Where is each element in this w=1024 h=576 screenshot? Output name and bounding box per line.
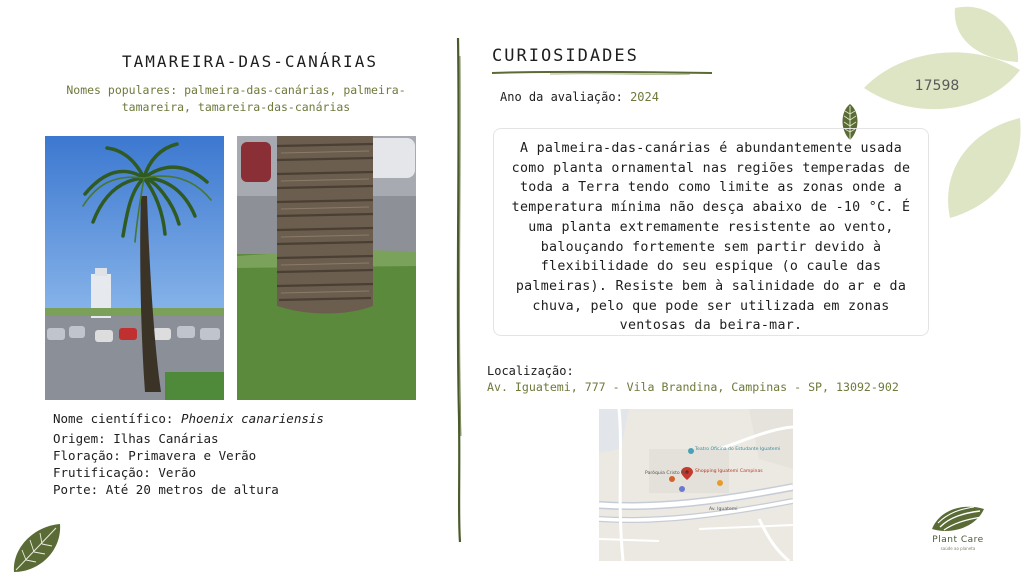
evaluation-year: [500, 90, 659, 104]
fruiting-value: Verão: [158, 465, 197, 480]
popular-names-label: Nomes populares:: [66, 83, 178, 97]
flowering-value: Primavera e Verão: [128, 448, 257, 463]
map-label-theater: Teatro Oficina do Estudante Iguatemi: [695, 447, 781, 452]
map-label-avenue: Av. Iguatemi: [709, 507, 738, 512]
location-address[interactable]: Av. Iguatemi, 777 - Vila Brandina, Campinas - SP, 13092-902: [487, 380, 899, 394]
popular-names: [40, 82, 432, 116]
plant-facts: [53, 410, 443, 498]
fact-size: [53, 481, 443, 498]
flowering-label: Floração:: [53, 448, 121, 463]
map-label-parish: Paróquia Cristo Rei: [645, 471, 689, 476]
column-divider: [452, 36, 468, 546]
scientific-label: Nome científico:: [53, 411, 174, 426]
size-label: Porte:: [53, 482, 99, 497]
year-value: 2024: [630, 90, 659, 104]
brand-tagline: saúde ao planeta: [940, 546, 976, 551]
popular-names-value: palmeira-das-canárias, palmeira-tamareira, tamareira-das-canárias: [121, 83, 406, 114]
fruiting-label: Frutificação:: [53, 465, 151, 480]
palm-trunk-photo: [237, 136, 416, 400]
brand-name: Plant Care: [932, 535, 984, 545]
location-map[interactable]: [599, 409, 793, 561]
leaf-corner-icon: [8, 520, 64, 576]
fact-flowering: [53, 447, 443, 464]
curiosities-title: CURIOSIDADES: [492, 46, 639, 66]
record-number: 17598: [914, 78, 960, 94]
origin-label: Origem:: [53, 431, 106, 446]
scientific-value: Phoenix canariensis: [180, 411, 324, 426]
map-label-shopping: Shopping Iguatemi Campinas: [695, 469, 763, 474]
fact-origin: [53, 430, 443, 447]
curiosities-text: A palmeira-das-canárias é abundantemente usada como planta ornamental nas regiões temperadas de toda a Terra tendo como limite as zonas onde a temperatura mínima não desça abaixo de -10 °C. É uma planta extremamente resistente ao vento, balouçando fortemente sem partir devido à flexibilidade do seu espique (o caule das palmeiras). Resiste bem à salinidade do ar e da chuva, pelo que pode ser utilizada em zonas ventosas da beira-mar.: [493, 128, 929, 336]
title-underline: [490, 69, 716, 77]
origin-value: Ilhas Canárias: [113, 431, 219, 446]
fact-scientific: [53, 410, 443, 427]
plant-care-logo-icon: [930, 503, 986, 535]
fact-fruiting: [53, 464, 443, 481]
palm-photo: [45, 136, 224, 400]
location-label: Localização:: [487, 364, 574, 378]
size-value: Até 20 metros de altura: [105, 482, 279, 497]
year-label: Ano da avaliação:: [500, 90, 623, 104]
plant-title: TAMAREIRA-DAS-CANÁRIAS: [122, 52, 378, 71]
